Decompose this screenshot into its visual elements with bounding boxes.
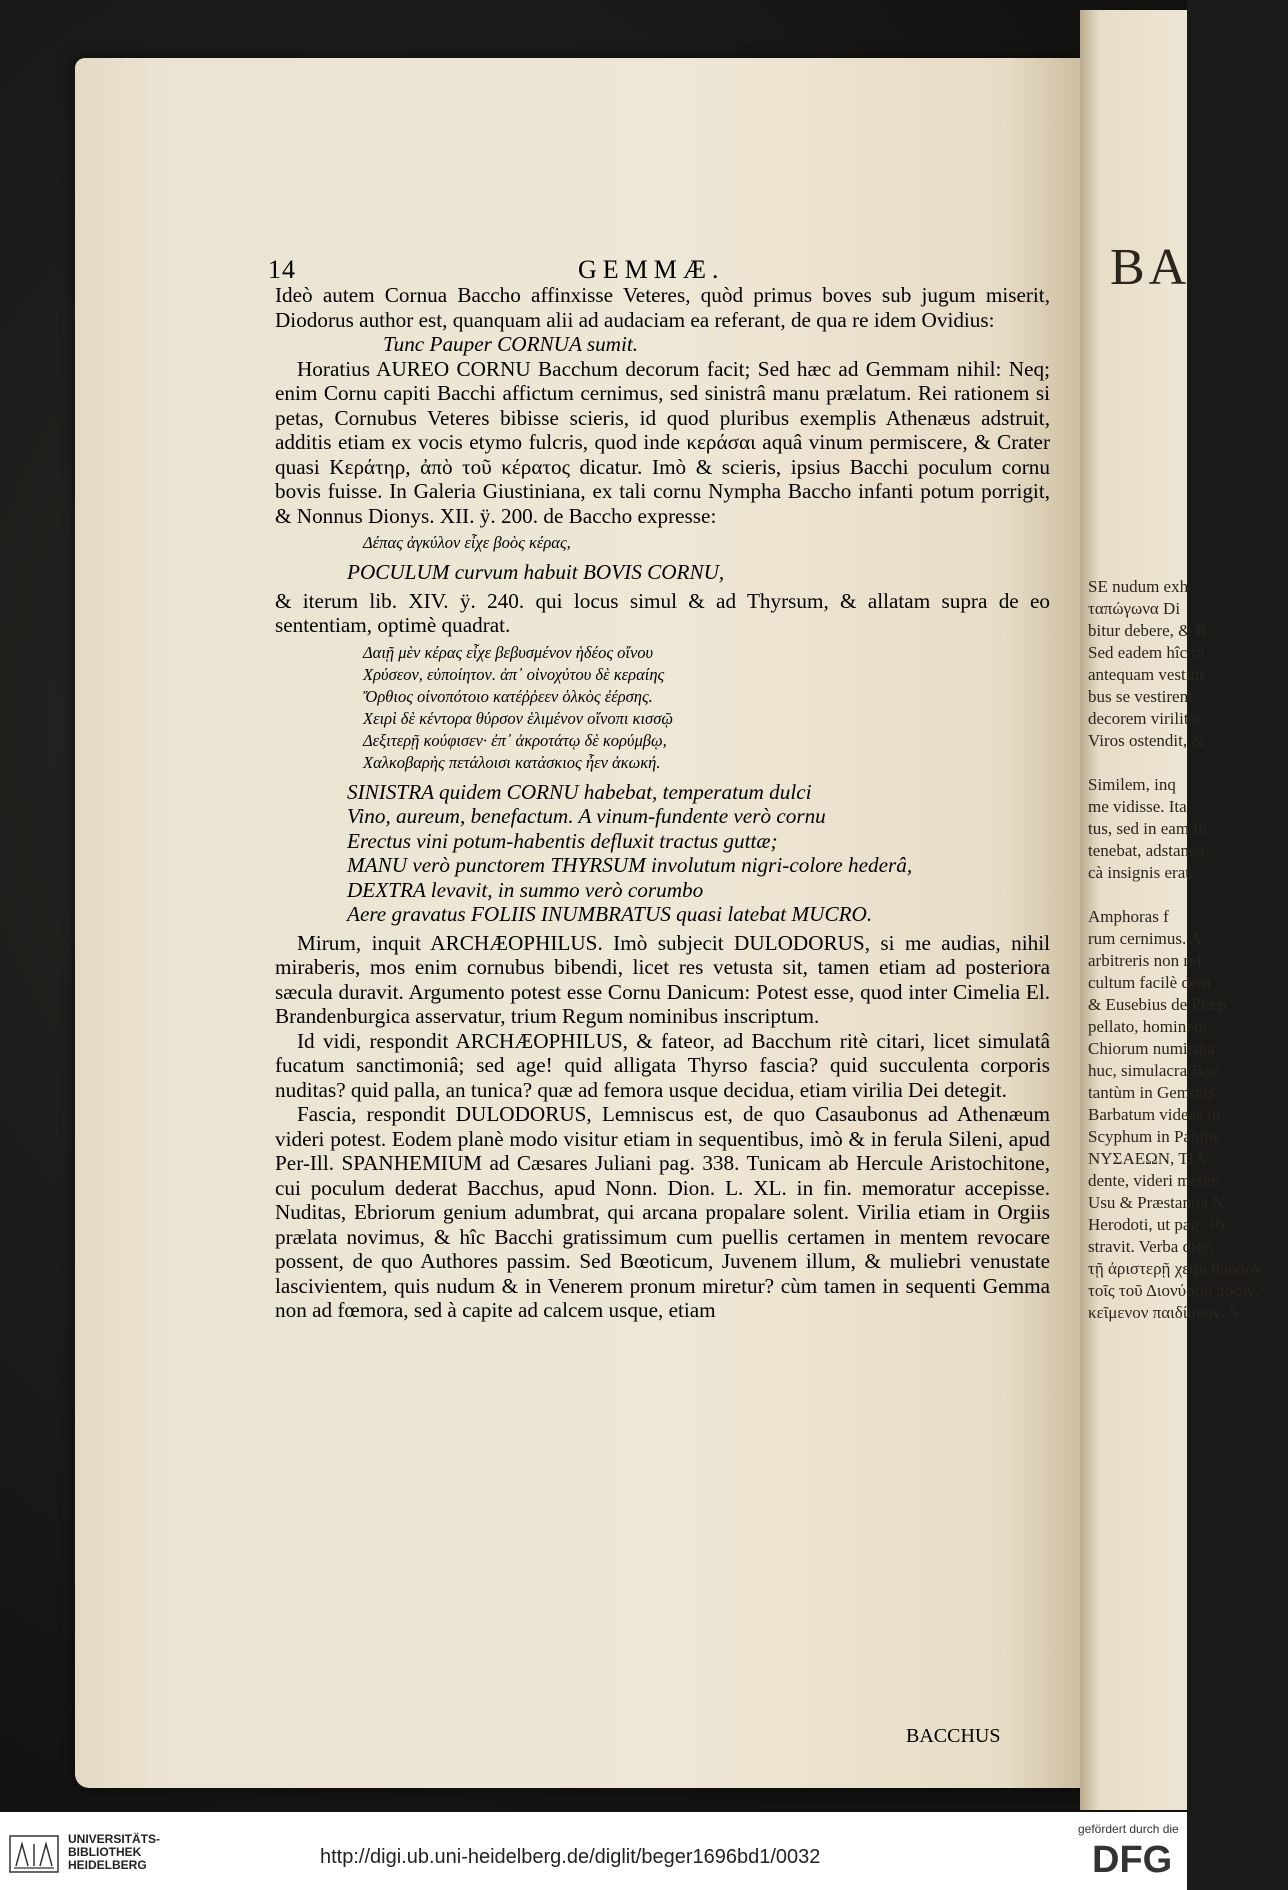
latin-translation-block [275, 560, 1050, 585]
institution-line: HEIDELBERG [68, 1858, 147, 1872]
text-line: Usu & Præstantia N [1088, 1193, 1225, 1212]
latin-line: SINISTRA quidem CORNU habebat, temperatum dulci [347, 779, 812, 804]
text-line: τοῖς τοῦ Διονύσου ποσίν. [1088, 1281, 1260, 1300]
text-line: Herodoti, ut pag. 16 [1088, 1215, 1225, 1234]
greek-line: Χαλκοβαρὴς πετάλοισι κατάσκιος ἦεν ἀκωκή. [363, 752, 661, 772]
paragraph: Horatius AUREO CORNU Bacchum decorum facit; Sed hæc ad Gemmam nihil: Neq; enim Cornu capiti Bacchi affictum cernimus, sed sinistrâ manu prælatum. Rei rationem si petas, Cornubus Veteres bibisse scieris, id quod pluribus exemplis Athenæus adstruit, additis etiam ex vocis etymo fulcris, quod inde κεράσαι aquâ vinum permiscere, & Crater quasi Κεράτηρ, ἀπὸ τοῦ κέρατος dicatur. Imò & scieris, ipsius Bacchi poculum cornu bovis fuisse. In Galeria Giustiniana, ex tali cornu Nympha Baccho infanti potum porrigit, & Nonnus Dionys. XII. ÿ. 200. de Baccho expresse: [275, 356, 1050, 528]
paragraph: Fascia, respondit DULODORUS, Lemniscus est, de quo Casaubonus ad Athenæum videri potest. Eodem planè modo visitur etiam in sequentibus, imò & in ferula Sileni, apud Per-Ill. SPANHEMIUM ad Cæsares Juliani pag. 338. Tunicam ab Hercule Aristochitone, cui poculum dederat Bacchus, apud Nonn. Dion. L. XL. in fin. memoratur accepisse. Nuditas, Ebriorum genium adumbrat, qui arcana propalare solent. Virilia etiam in Orgiis prælata novimus, & hîc Bacchi gratissimum cum puellis certamen in mentem revocare possent, de quo Authores passim. Sed Bœoticum, Juvenem illum, & muliebri venustate lascivientem, quis nudum & in Venerem pronum miretur? cùm tamen in sequenti Gemma non ad fœmora, sed à capite ad calcem usque, etiam [275, 1102, 1050, 1322]
text-line: tus, sed in eam in [1088, 819, 1207, 838]
page-body [275, 283, 1050, 1323]
greek-line: Δέπας ἀγκύλον εἶχε βοὸς κέρας, [363, 533, 571, 552]
right-page-heading: BA [1110, 239, 1191, 296]
institution-line: BIBLIOTHEK [68, 1845, 142, 1859]
latin-translation-block [275, 780, 1050, 927]
text-line: SE nudum exh [1088, 577, 1189, 596]
latin-line: DEXTRA levavit, in summo verò corumbo [347, 877, 704, 902]
text-line: Barbatum videas in [1088, 1105, 1221, 1124]
institution-name [68, 1833, 160, 1872]
greek-line: Δαιῇ μὲν κέρας εἶχε βεβυσμένον ἡδέος οἴνου [363, 642, 654, 662]
text-line: cà insignis erat. [1088, 863, 1195, 882]
text-line: huc, simulacra Bac [1088, 1061, 1218, 1080]
dfg-logo-icon [1090, 1836, 1178, 1880]
dfg-logo-text: DFG [1092, 1839, 1173, 1881]
paragraph: Mirum, inquit ARCHÆOPHILUS. Imò subjecit DULODORUS, si me audias, nihil miraberis, mos enim cornubus bibendi, licet res vetusta sit, tamen etiam ad posteriora sæcula duravit. Argumento potest esse Cornu Danicum: Potest esse, quod inter Cimelia El. Brandenburgica asservatur, trium Regum nominibus inscriptum. [275, 930, 1050, 1028]
text-line: tenebat, adstansq [1088, 841, 1205, 860]
latin-line: MANU verò punctorem THYRSUM involutum nigri-colore hederâ, [347, 853, 913, 877]
text-line: pellato, hominem [1088, 1017, 1207, 1036]
institution-line: UNIVERSITÄTS- [68, 1832, 161, 1846]
latin-line: Erectus vini potum-habentis defluxit tractus guttæ; [347, 828, 778, 853]
greek-line: Χρύσεον, εὐποίητον. ἀπ᾽ οἰνοχύτου δὲ κεραίης [363, 664, 665, 684]
paragraph: Ideò autem Cornua Baccho affinxisse Veteres, quòd primus boves sub jugum miserit, Diodorus author est, quanquam alii ad audaciam ea referant, de qua re idem Ovidius: [275, 283, 1050, 332]
text-line: dente, videri meren [1088, 1171, 1220, 1190]
text-line: bus se vestirent; [1088, 687, 1198, 706]
catchword: BACCHUS [906, 1725, 1001, 1747]
text-line: decorem virilitat [1088, 709, 1201, 728]
text-line: antequam vestim [1088, 665, 1204, 684]
latin-line: POCULUM curvum habuit BOVIS CORNU, [347, 560, 725, 584]
text-line: arbitreris non ref [1088, 951, 1203, 970]
source-url-link[interactable]: http://digi.ub.uni-heidelberg.de/diglit/beger1696bd1/0032 [320, 1846, 821, 1868]
viewer-footer [0, 1812, 1187, 1890]
right-page-text [1088, 576, 1288, 1324]
greek-verse-block [275, 642, 1050, 774]
latin-line: Aere gravatus FOLIIS INUMBRATUS quasi latebat MUCRO. [347, 902, 873, 926]
latin-line: Vino, aureum, benefactum. A vinum-fundente verò cornu [347, 804, 826, 828]
text-line: bitur debere, & B [1088, 621, 1207, 640]
university-seal-icon [8, 1834, 60, 1874]
text-line [1088, 884, 1288, 906]
text-line: rum cernimus. A [1088, 929, 1202, 948]
greek-line: Δεξιτερῇ κούφισεν· ἐπ᾽ ἀκροτάτῳ δὲ κορύμβῳ, [363, 730, 667, 750]
greek-line: Ὄρθιος οἰνοπότοιο κατέῤῥεεν ὁλκὸς ἐέρσης. [363, 686, 653, 706]
paragraph: Id vidi, respondit ARCHÆOPHILUS, & fateor, ad Bacchum ritè citari, licet simulatâ fucatum sanctimoniâ; sed age! quid alligata Thyrso fascia? quid succulenta corporis nuditas? quid palla, an tunica? quæ ad femora usque decidua, etiam virilia Dei detegit. [275, 1028, 1050, 1102]
text-line: ταπώγωνα Di [1088, 599, 1181, 618]
text-line: cultum facilè dem [1088, 973, 1211, 992]
funding-caption: gefördert durch die [1078, 1822, 1179, 1836]
text-line: Viros ostendit, & [1088, 731, 1205, 750]
text-line: me vidisse. Ita [1088, 797, 1187, 816]
text-line: Similem, inq [1088, 775, 1176, 794]
text-line: κεῖμενον παιδίσκον. S [1088, 1303, 1239, 1322]
verse-quote: Tunc Pauper CORNUA sumit. [383, 332, 639, 356]
paragraph: & iterum lib. XIV. ÿ. 240. qui locus simul & ad Thyrsum, & allatam supra de eo sententiam, optimè quadrat. [275, 588, 1050, 637]
text-line: tantùm in Gemmis [1088, 1083, 1215, 1102]
text-line: Amphoras f [1088, 907, 1169, 926]
book-page-right [1080, 10, 1262, 1810]
page-number: 14 [268, 255, 296, 284]
greek-verse-block [275, 532, 1050, 554]
text-line: & Eusebius de Præp [1088, 995, 1227, 1014]
text-line: Sed eadem hîc ra [1088, 643, 1205, 662]
text-line: Scyphum in Panthe [1088, 1127, 1221, 1146]
text-line: τῇ ἀριστερῇ χειρὶ θύρσον [1088, 1259, 1262, 1278]
text-line: ΝΥΣΑΕΩΝ, ΤΙΑ [1088, 1149, 1207, 1168]
greek-line: Χειρὶ δὲ κέντορα θύρσον ἑλιμένον οἴνοπι κισσῷ [363, 708, 673, 728]
running-title: GEMMÆ. [578, 255, 725, 284]
text-line: Chiorum numisma [1088, 1039, 1216, 1058]
text-line [1088, 752, 1288, 774]
text-line: stravit. Verba dign [1088, 1237, 1213, 1256]
